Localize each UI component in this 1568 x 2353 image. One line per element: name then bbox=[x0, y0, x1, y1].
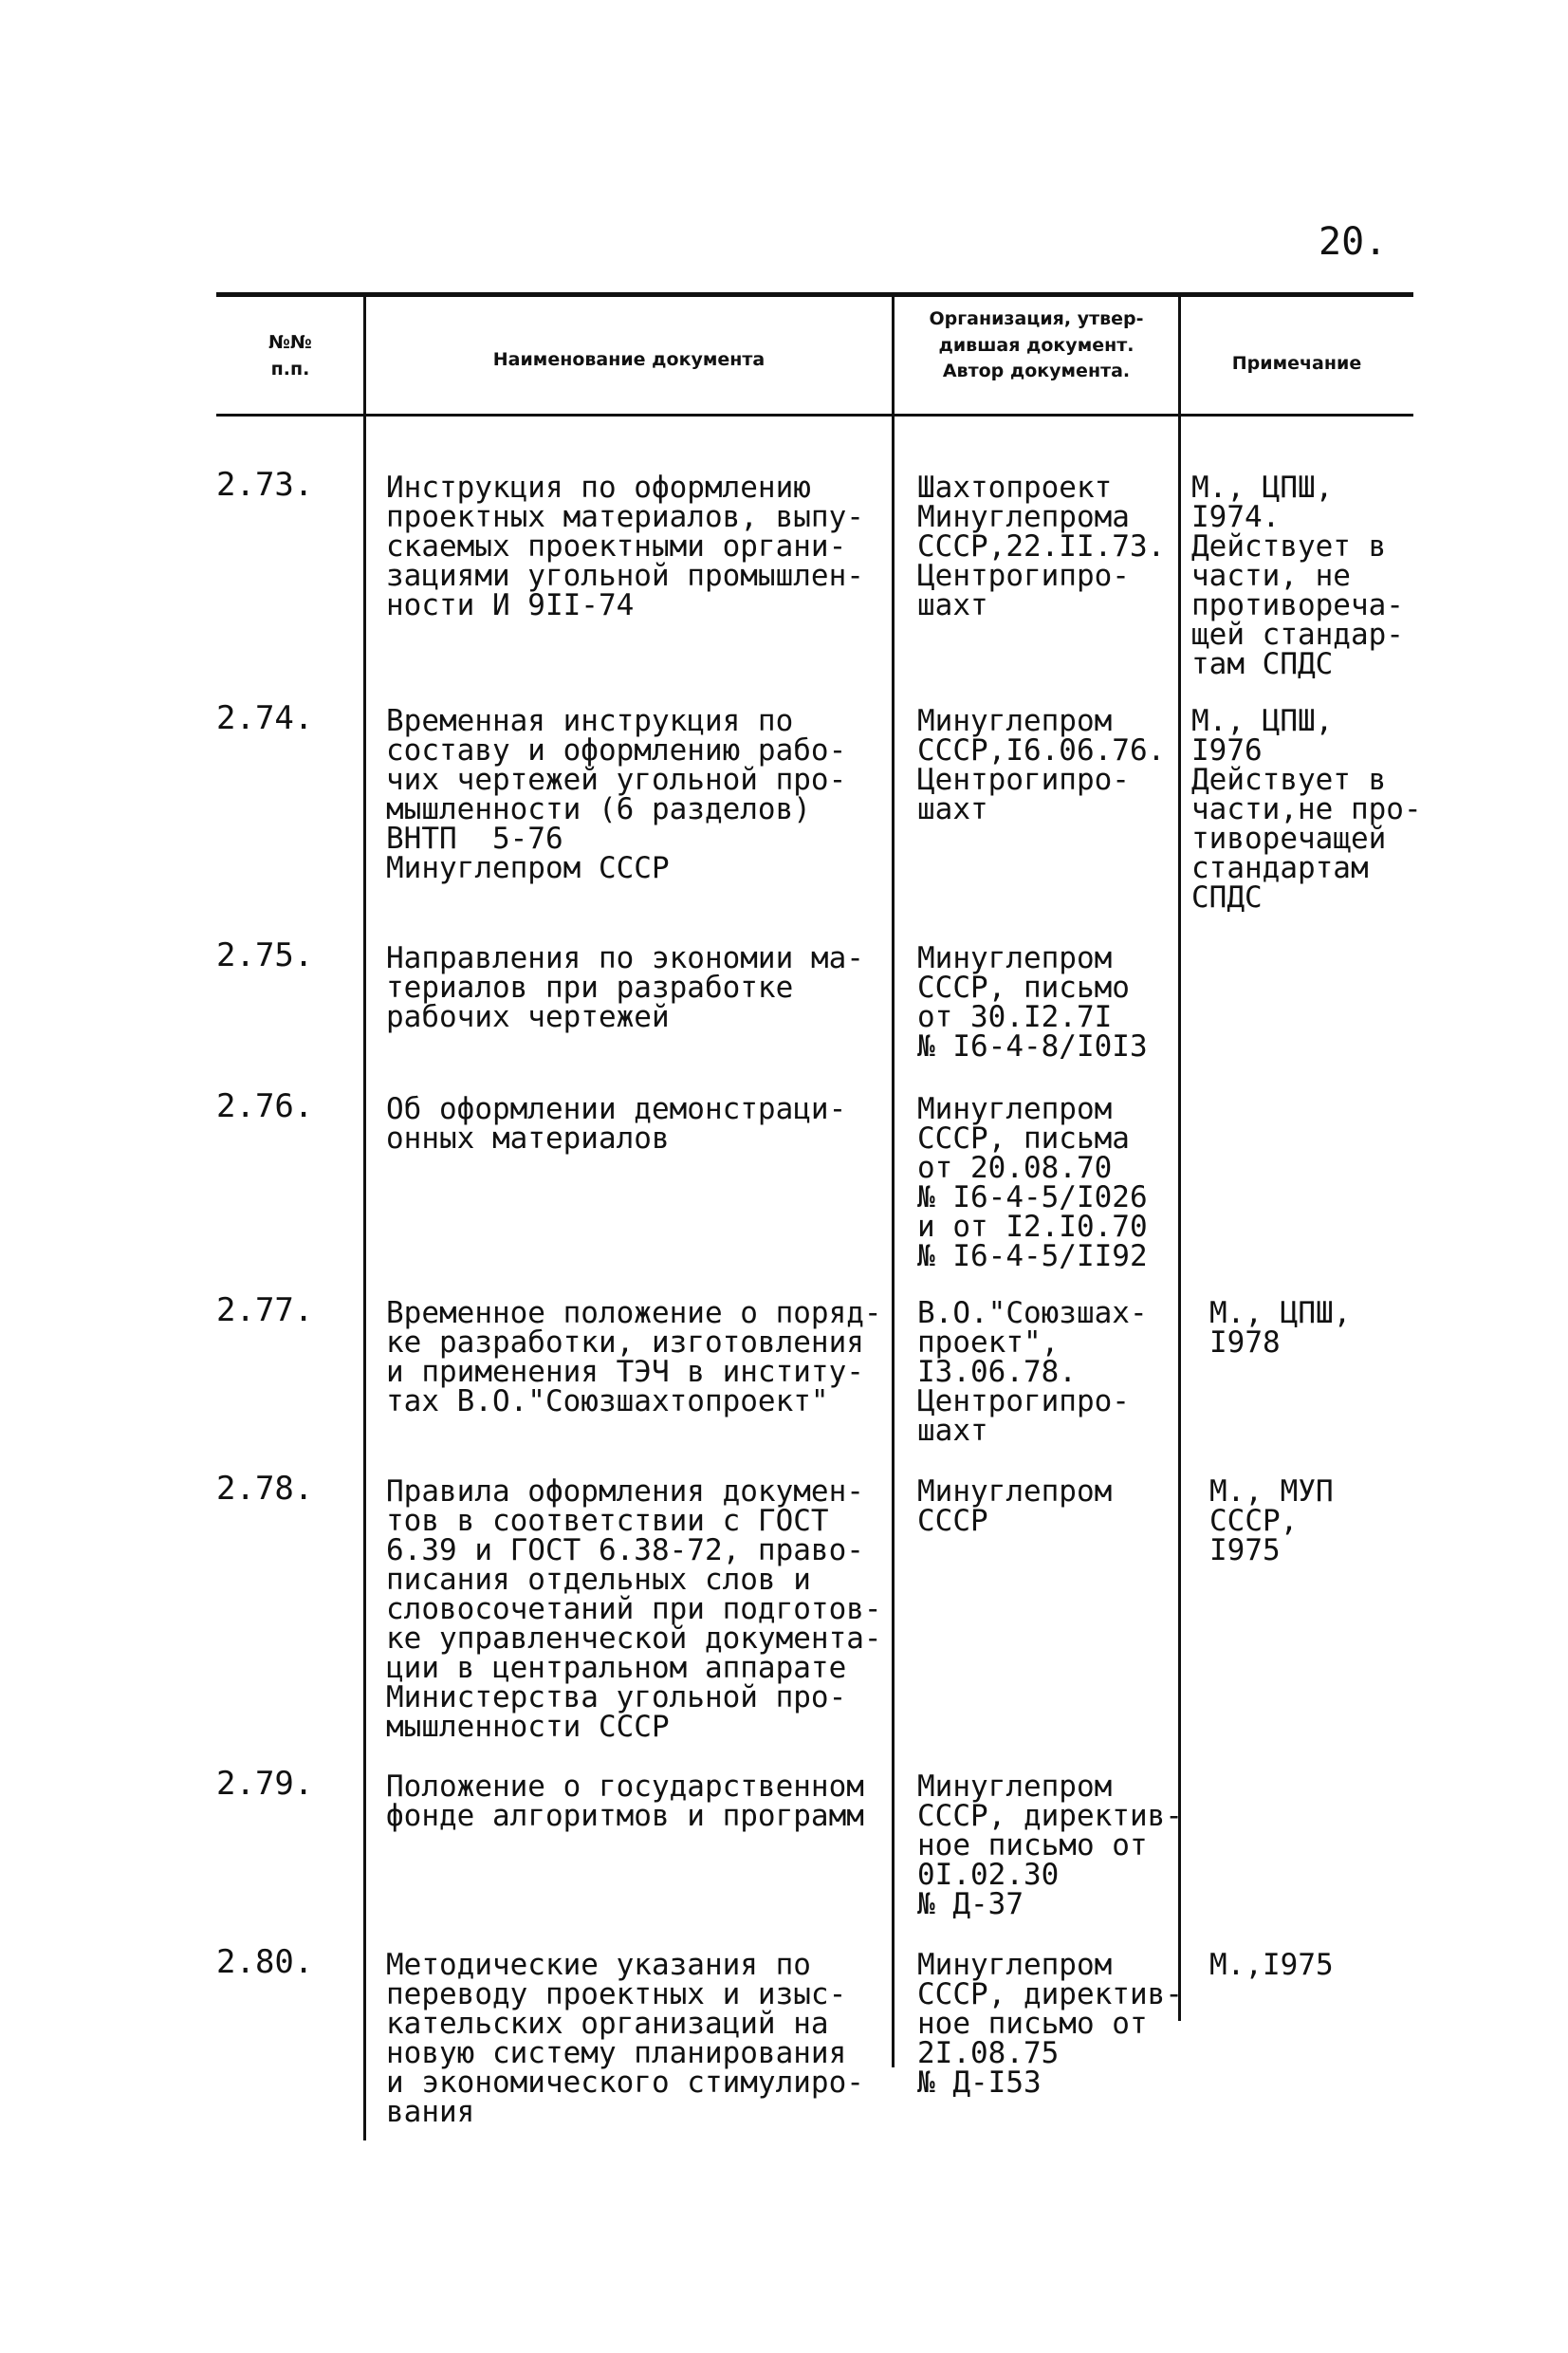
row-document-name: Временное положение о поряд- ке разработки, изготовления и применения ТЭЧ в институ- тах В.О."Союзшахтопроект" bbox=[386, 1296, 882, 1418]
header-number: №№ п.п. bbox=[268, 332, 312, 380]
row-number: 2.74. bbox=[216, 699, 314, 737]
row-organization: Шахтопроект Минуглепрома СССР,22.II.73. Центрогипро- шахт bbox=[917, 471, 1166, 622]
row-number: 2.77. bbox=[216, 1291, 314, 1329]
column-divider-2 bbox=[892, 294, 895, 2067]
row-organization: Минуглепром СССР, директив- ное письмо от 2I.08.75 № Д-I53 bbox=[917, 1948, 1183, 2100]
row-document-name: Инструкция по оформлению проектных материалов, выпу- скаемых проектными органи- зациями угольной промышлен- ности И 9II-74 bbox=[386, 471, 864, 622]
row-number: 2.79. bbox=[216, 1765, 314, 1803]
row-note: М., МУП СССР, I975 bbox=[1209, 1474, 1334, 1567]
row-note: М.,I975 bbox=[1209, 1948, 1334, 1982]
row-number: 2.75. bbox=[216, 936, 314, 974]
page-number: 20. bbox=[1319, 220, 1388, 264]
header-note: Примечание bbox=[1231, 353, 1362, 374]
row-note: М., ЦПШ, I976 Действует в части,не про- тиворечащей стандартам СПДС bbox=[1191, 704, 1422, 915]
header-name: Наименование документа bbox=[492, 349, 766, 370]
row-number: 2.80. bbox=[216, 1943, 314, 1981]
row-document-name: Положение о государственном фонде алгоритмов и программ bbox=[386, 1769, 864, 1833]
row-document-name: Временная инструкция по составу и оформлению рабо- чих чертежей угольной про- мышленности (6 разделов) ВНТП 5-76 Минуглепром СССР bbox=[386, 704, 847, 885]
column-divider-1 bbox=[363, 294, 366, 2140]
header-bottom-rule bbox=[216, 414, 1413, 417]
row-note: М., ЦПШ, I978 bbox=[1209, 1296, 1352, 1360]
row-document-name: Правила оформления докумен- тов в соответствии с ГОСТ 6.39 и ГОСТ 6.38-72, право- писания отдельных слов и словосочетаний при подготов- ке управленческой документа- ции в центральном аппарате Министерства угольной про- мышленности СССР bbox=[386, 1474, 882, 1744]
row-organization: Минуглепром СССР, директив- ное письмо от 0I.02.30 № Д-37 bbox=[917, 1769, 1183, 1921]
header-org: Организация, утвер- дившая документ. Автор документа. bbox=[929, 308, 1144, 382]
row-number: 2.78. bbox=[216, 1470, 314, 1508]
row-organization: Минуглепром СССР, письма от 20.08.70 № I6-4-5/I026 и от I2.I0.70 № I6-4-5/II92 bbox=[917, 1092, 1148, 1273]
row-number: 2.73. bbox=[216, 466, 314, 504]
row-organization: В.О."Союзшах- проект", I3.06.78. Центрогипро- шахт bbox=[917, 1296, 1148, 1448]
table-top-rule bbox=[216, 292, 1413, 297]
row-document-name: Об оформлении демонстраци- онных материалов bbox=[386, 1092, 847, 1156]
row-number: 2.76. bbox=[216, 1087, 314, 1125]
row-organization: Минуглепром СССР,I6.06.76. Центрогипро- шахт bbox=[917, 704, 1166, 826]
row-organization: Минуглепром СССР, письмо от 30.I2.7I № I6-4-8/I0I3 bbox=[917, 941, 1148, 1064]
row-document-name: Направления по экономии ма- териалов при разработке рабочих чертежей bbox=[386, 941, 864, 1034]
row-document-name: Методические указания по переводу проектных и изыс- кательских организаций на новую систему планирования и экономического стимулиро- вания bbox=[386, 1948, 864, 2129]
row-organization: Минуглепром СССР bbox=[917, 1474, 1113, 1538]
row-note: М., ЦПШ, I974. Действует в части, не противореча- щей стандар- там СПДС bbox=[1191, 471, 1404, 681]
